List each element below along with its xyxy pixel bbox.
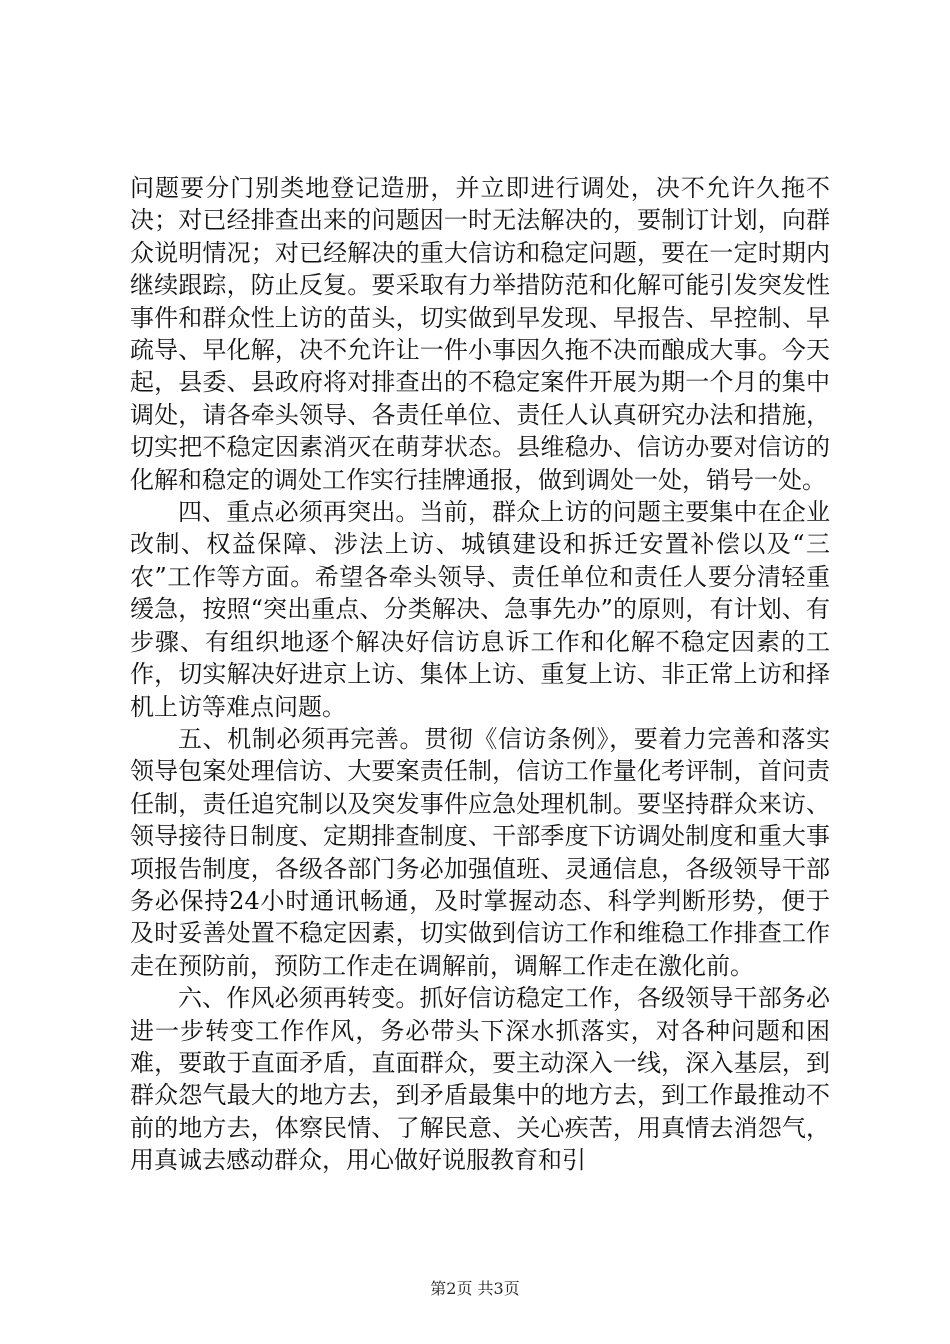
document-body: [130, 172, 830, 1177]
paragraph-section-five: 五、机制必须再完善。贯彻《信访条例》，要着力完善和落实领导包案处理信访、大要案责任制，信访工作量化考评制，首问责任制，责任追究制以及突发事件应急处理机制。要坚持群众来访、领导接待日制度、定期排查制度、干部季度下访调处制度和重大事项报告制度，各级各部门务必加强值班、灵通信息，各级领导干部务必保持24小时通讯畅通，及时掌握动态、科学判断形势，便于及时妥善处置不稳定因素，切实做到信访工作和维稳工作排查工作走在预防前，预防工作走在调解前，调解工作走在激化前。: [130, 724, 830, 980]
paragraph-section-four: 四、重点必须再突出。当前，群众上访的问题主要集中在企业改制、权益保障、涉法上访、城镇建设和拆迁安置补偿以及“三农”工作等方面。希望各牵头领导、责任单位和责任人要分清轻重缓急，按照“突出重点、分类解决、急事先办”的原则，有计划、有步骤、有组织地逐个解决好信访息诉工作和化解不稳定因素的工作，切实解决好进京上访、集体上访、重复上访、非正常上访和择机上访等难点问题。: [130, 498, 830, 721]
paragraph-continuation: 问题要分门别类地登记造册，并立即进行调处，决不允许久拖不决；对已经排查出来的问题因一时无法解决的，要制订计划，向群众说明情况；对已经解决的重大信访和稳定问题，要在一定时期内继续跟踪，防止反复。要采取有力举措防范和化解可能引发突发性事件和群众性上访的苗头，切实做到早发现、早报告、早控制、早疏导、早化解，决不允许让一件小事因久拖不决而酿成大事。今天起，县委、县政府将对排查出的不稳定案件开展为期一个月的集中调处，请各牵头领导、各责任单位、责任人认真研究办法和措施，切实把不稳定因素消灭在萌芽状态。县维稳办、信访办要对信访的化解和稳定的调处工作实行挂牌通报，做到调处一处，销号一处。: [130, 174, 830, 494]
paragraph-section-six: 六、作风必须再转变。抓好信访稳定工作，各级领导干部务必进一步转变工作作风，务必带头下深水抓落实，对各种问题和困难，要敢于直面矛盾，直面群众，要主动深入一线，深入基层，到群众怨气最大的地方去，到矛盾最集中的地方去，到工作最推动不前的地方去，体察民情、了解民意、关心疾苦，用真情去消怨气，用真诚去感动群众，用心做好说服教育和引: [130, 984, 830, 1175]
page-footer: 第2页 共3页: [430, 1279, 520, 1298]
